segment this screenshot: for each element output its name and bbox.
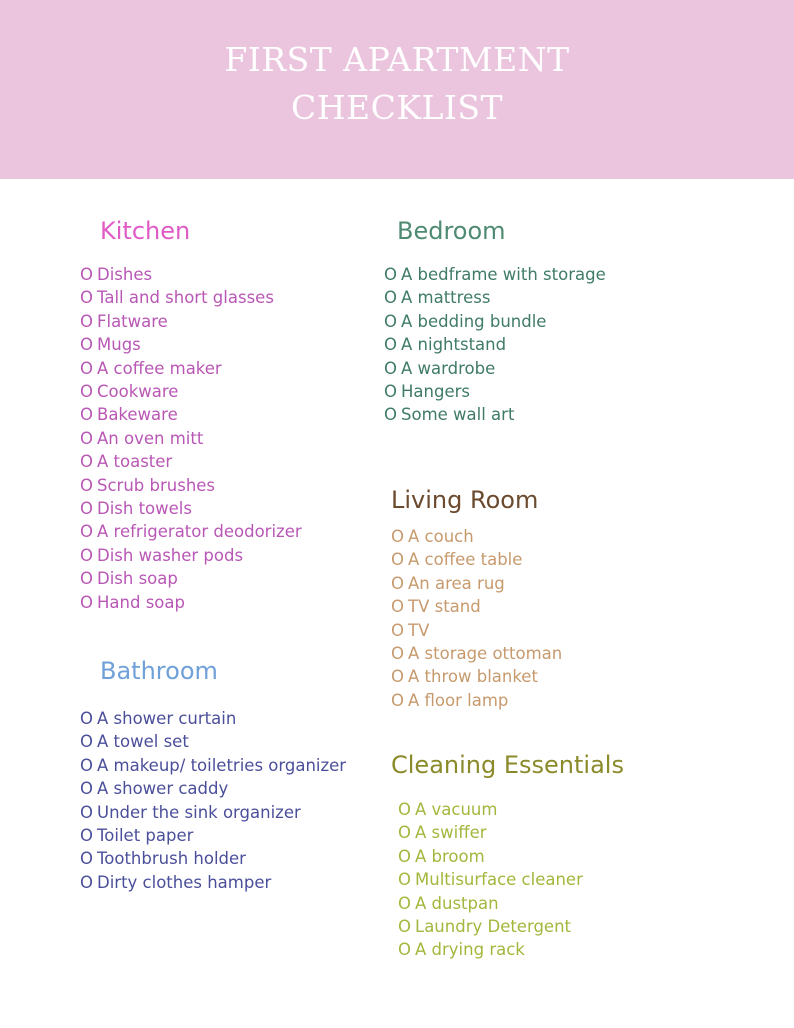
- checklist-item: [80, 801, 346, 824]
- checklist-item: [80, 707, 346, 730]
- checkbox-circle-icon[interactable]: O: [80, 405, 93, 425]
- checklist-item: [398, 938, 624, 961]
- checklist-item-label: Dishes: [97, 265, 153, 284]
- checklist-item: [384, 357, 606, 380]
- checklist-item-label: An oven mitt: [97, 428, 204, 448]
- checklist-item-label: A bedding bundle: [401, 311, 547, 331]
- checkbox-circle-icon[interactable]: O: [398, 870, 411, 890]
- checklist-item: [391, 665, 562, 688]
- checkbox-circle-icon[interactable]: O: [398, 800, 411, 819]
- checkbox-circle-icon[interactable]: O: [80, 335, 93, 355]
- checklist-item: [398, 915, 624, 938]
- section-heading: Bedroom: [397, 217, 506, 245]
- checkbox-circle-icon[interactable]: O: [398, 823, 411, 843]
- checklist-item: [384, 263, 606, 286]
- checklist-item: [391, 619, 562, 642]
- checklist-item: [398, 845, 624, 868]
- checkbox-circle-icon[interactable]: O: [80, 382, 93, 402]
- checklist-item-label: A storage ottoman: [408, 644, 563, 664]
- checklist-item: [391, 525, 562, 548]
- checkbox-circle-icon[interactable]: O: [80, 358, 93, 378]
- checkbox-circle-icon[interactable]: O: [384, 358, 397, 378]
- checkbox-circle-icon[interactable]: O: [384, 382, 397, 402]
- checklist-item-label: Hand soap: [97, 592, 185, 612]
- checklist-item: [398, 892, 624, 915]
- checklist-item-label: A swiffer: [415, 823, 487, 843]
- checklist-item-label: Scrub brushes: [97, 475, 216, 495]
- checklist-item: [384, 286, 606, 309]
- checklist-item: [80, 333, 302, 356]
- checkbox-circle-icon[interactable]: O: [80, 802, 93, 822]
- section-living-room: [391, 485, 562, 712]
- checkbox-circle-icon[interactable]: O: [80, 522, 93, 542]
- checklist-item: [80, 871, 346, 894]
- checklist-item-label: Dish washer pods: [97, 545, 244, 565]
- checklist-item-label: Cookware: [97, 382, 179, 402]
- checklist-item-label: A nightstand: [401, 335, 507, 355]
- checkbox-circle-icon[interactable]: O: [391, 644, 404, 664]
- checklist-item: [80, 497, 302, 520]
- checklist-item: [391, 642, 562, 665]
- checklist-item-label: A floor lamp: [408, 690, 509, 710]
- checklist-item: [80, 474, 302, 497]
- checklist-item: [80, 730, 346, 753]
- checkbox-circle-icon[interactable]: O: [80, 732, 93, 752]
- checklist-item: [391, 572, 562, 595]
- checklist-item-label: Toothbrush holder: [97, 849, 246, 869]
- checklist-item-label: A bedframe with storage: [401, 265, 606, 284]
- checklist-item: [80, 754, 346, 777]
- checkbox-circle-icon[interactable]: O: [398, 893, 411, 913]
- checklist-item: [384, 403, 606, 426]
- checkbox-circle-icon[interactable]: O: [80, 872, 93, 892]
- checklist-item-label: A coffee table: [408, 550, 523, 570]
- checklist-item-label: Toilet paper: [97, 826, 194, 846]
- checklist-item-label: Flatware: [97, 311, 168, 331]
- checkbox-circle-icon[interactable]: O: [80, 826, 93, 846]
- checklist-item-label: A mattress: [401, 288, 491, 308]
- checkbox-circle-icon[interactable]: O: [80, 569, 93, 589]
- checkbox-circle-icon[interactable]: O: [80, 545, 93, 565]
- page-title-line-2: CHECKLIST: [290, 88, 504, 127]
- checklist-item: [80, 567, 302, 590]
- checklist-item-label: A shower caddy: [97, 779, 229, 799]
- checklist-item: [398, 868, 624, 891]
- checklist-item-label: Bakeware: [97, 405, 178, 425]
- checklist-item-label: A towel set: [97, 732, 189, 752]
- section-heading: Kitchen: [100, 217, 191, 245]
- checkbox-circle-icon[interactable]: O: [384, 311, 397, 331]
- checklist-item-label: Laundry Detergent: [415, 917, 572, 937]
- checkbox-circle-icon[interactable]: O: [398, 940, 411, 960]
- checklist-item: [80, 450, 302, 473]
- checkbox-circle-icon[interactable]: O: [80, 311, 93, 331]
- checklist-item-label: A throw blanket: [408, 667, 538, 687]
- checklist-item-label: A couch: [408, 527, 474, 546]
- checkbox-circle-icon[interactable]: O: [384, 265, 397, 284]
- checkbox-circle-icon[interactable]: O: [398, 917, 411, 937]
- checkbox-circle-icon[interactable]: O: [391, 597, 404, 617]
- checkbox-circle-icon[interactable]: O: [391, 690, 404, 710]
- checklist-item-label: A wardrobe: [401, 358, 496, 378]
- checklist-item: [80, 286, 302, 309]
- checklist-item: [384, 380, 606, 403]
- checklist-item-label: A coffee maker: [97, 358, 222, 378]
- checklist-items: [398, 798, 624, 962]
- checklist-items: [391, 525, 562, 712]
- checklist-item-label: A shower curtain: [97, 709, 237, 728]
- checklist-item: [80, 427, 302, 450]
- checklist-item-label: A drying rack: [415, 940, 525, 960]
- checkbox-circle-icon[interactable]: O: [80, 849, 93, 869]
- checkbox-circle-icon[interactable]: O: [391, 527, 404, 546]
- checkbox-circle-icon[interactable]: O: [80, 288, 93, 308]
- checklist-item-label: TV: [408, 620, 430, 640]
- checklist-item: [80, 824, 346, 847]
- checklist-item: [398, 821, 624, 844]
- checkbox-circle-icon[interactable]: O: [80, 499, 93, 519]
- section-heading: Living Room: [391, 486, 539, 514]
- checklist-item-label: Dish soap: [97, 569, 178, 589]
- checkbox-circle-icon[interactable]: O: [80, 452, 93, 472]
- checklist-items: [80, 263, 302, 614]
- section-bedroom: [384, 216, 606, 427]
- checkbox-circle-icon[interactable]: O: [80, 428, 93, 448]
- checkbox-circle-icon[interactable]: O: [80, 592, 93, 612]
- checkbox-circle-icon[interactable]: O: [391, 667, 404, 687]
- checklist-item-label: Some wall art: [401, 405, 515, 425]
- checklist-item: [80, 777, 346, 800]
- checkbox-circle-icon[interactable]: O: [80, 265, 93, 284]
- checklist-item-label: Dirty clothes hamper: [97, 872, 272, 892]
- checklist-item: [391, 689, 562, 712]
- checklist-items: [80, 707, 346, 894]
- checklist-item-label: Mugs: [97, 335, 141, 355]
- checklist-item: [391, 548, 562, 571]
- checklist-item: [384, 310, 606, 333]
- checklist-item-label: An area rug: [408, 573, 505, 593]
- page-title-line-1: FIRST APARTMENT: [224, 40, 570, 79]
- checklist-item: [80, 380, 302, 403]
- checkbox-circle-icon[interactable]: O: [80, 475, 93, 495]
- checklist-item-label: Tall and short glasses: [97, 288, 274, 308]
- checklist-item-label: TV stand: [408, 597, 481, 617]
- checkbox-circle-icon[interactable]: O: [398, 846, 411, 866]
- checklist-item: [80, 403, 302, 426]
- checklist-item-label: Hangers: [401, 382, 470, 402]
- checkbox-circle-icon[interactable]: O: [80, 779, 93, 799]
- section-cleaning-essentials: [391, 750, 624, 962]
- checklist-item-label: Multisurface cleaner: [415, 870, 583, 890]
- checklist-item: [398, 798, 624, 821]
- checkbox-circle-icon[interactable]: O: [80, 709, 93, 728]
- section-bathroom: [80, 656, 346, 894]
- checklist-item: [80, 310, 302, 333]
- checklist-item: [80, 847, 346, 870]
- checkbox-circle-icon[interactable]: O: [384, 288, 397, 308]
- checklist-item: [80, 520, 302, 543]
- checklist-item-label: A toaster: [97, 452, 173, 472]
- checklist-item-label: Under the sink organizer: [97, 802, 301, 822]
- checkbox-circle-icon[interactable]: O: [391, 550, 404, 570]
- checkbox-circle-icon[interactable]: O: [80, 755, 93, 775]
- page-title: [0, 36, 794, 132]
- section-heading: Bathroom: [100, 657, 218, 685]
- checklist-item-label: A vacuum: [415, 800, 498, 819]
- checkbox-circle-icon[interactable]: O: [384, 335, 397, 355]
- checkbox-circle-icon[interactable]: O: [391, 573, 404, 593]
- checklist-item: [80, 544, 302, 567]
- checklist-items: [384, 263, 606, 427]
- checklist-item: [80, 263, 302, 286]
- checklist-item: [384, 333, 606, 356]
- checkbox-circle-icon[interactable]: O: [391, 620, 404, 640]
- checklist-item-label: A broom: [415, 846, 485, 866]
- checklist-item-label: A makeup/ toiletries organizer: [97, 755, 347, 775]
- section-kitchen: [80, 216, 302, 614]
- checklist-item-label: Dish towels: [97, 499, 192, 519]
- checkbox-circle-icon[interactable]: O: [384, 405, 397, 425]
- checklist-item-label: A dustpan: [415, 893, 499, 913]
- checklist-item: [80, 357, 302, 380]
- checklist-item: [391, 595, 562, 618]
- section-heading: Cleaning Essentials: [391, 751, 624, 779]
- checklist-item-label: A refrigerator deodorizer: [97, 522, 302, 542]
- checklist-item: [80, 591, 302, 614]
